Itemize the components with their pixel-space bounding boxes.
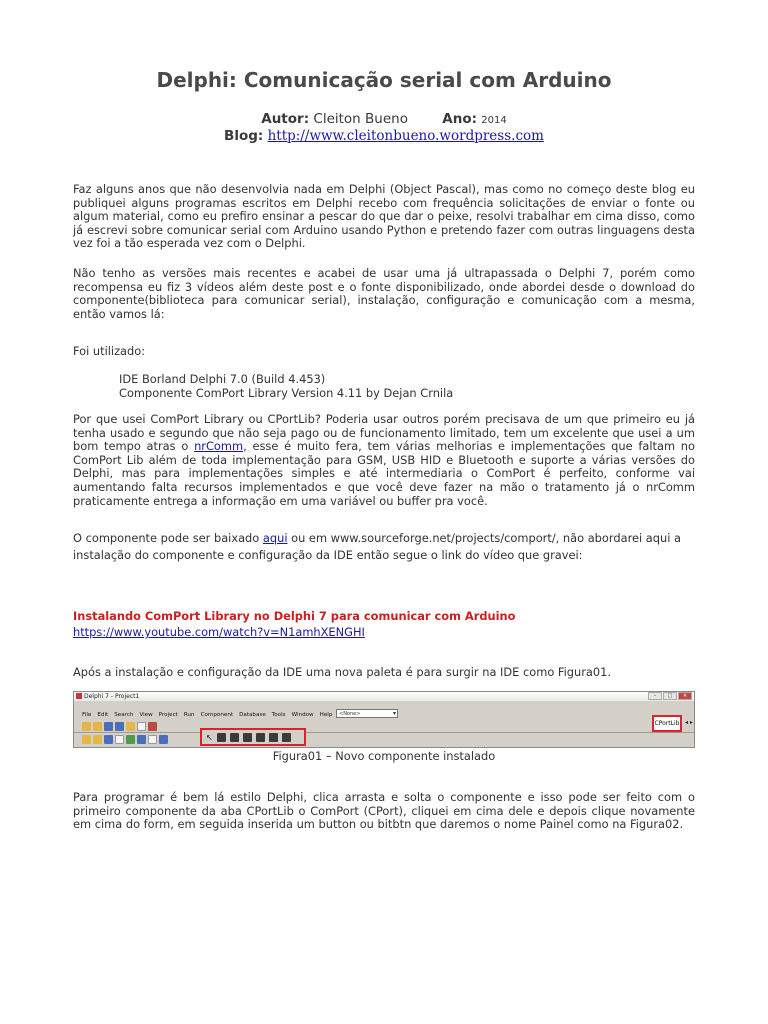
comport-icon [217, 733, 226, 742]
menu-database: Database [239, 712, 266, 718]
new-icon [82, 722, 91, 731]
paragraph-why-comport [73, 413, 695, 508]
comled-icon [269, 733, 278, 742]
video-title: Instalando ComPort Library no Delphi 7 para comunicar com Arduino [73, 609, 516, 623]
save-icon [104, 722, 113, 731]
comradiogroup-icon [256, 733, 265, 742]
author-line [0, 111, 768, 127]
toolbar-divider [74, 732, 694, 733]
menu-tools: Tools [271, 712, 286, 718]
ide-screenshot [73, 691, 695, 748]
video-link[interactable]: https://www.youtube.com/watch?v=N1amhXENGHI [73, 625, 365, 639]
ide-menu-bar [82, 710, 332, 720]
paragraph-used: Foi utilizado: [73, 344, 146, 358]
author-name: Cleiton Bueno [313, 111, 408, 127]
comdatapacket-icon [230, 733, 239, 742]
paragraph-programming: Para programar é bem lá estilo Delphi, clica arrasta e solta o componente e isso pode ser feito com o primeiro componente da aba CPortLib o ComPort (CPort), cliquei em cima dele e depois clique novamente em cima do form, em seguida inserida um button ou bitbtn que daremos o nome Painel como na Figura02. [73, 790, 695, 832]
list-item-component: Componente ComPort Library Version 4.11 by Dejan Crnila [119, 386, 454, 400]
menu-run: Run [183, 712, 195, 718]
comcombobox-icon [243, 733, 252, 742]
download-link[interactable]: aqui [262, 531, 288, 545]
open-project-icon [126, 722, 135, 731]
palette-scroll-icon: ◂ ▸ [685, 719, 693, 726]
paragraph-after-install: Após a instalação e configuração da IDE uma nova paleta é para surgir na IDE como Figura01. [73, 665, 612, 679]
open-icon [93, 722, 102, 731]
new-form-icon [115, 735, 124, 744]
p5-text-after: ou em www.sourceforge.net/projects/comport/, não abordarei aqui a instalação do componente e configuração da IDE então segue o link do vídeo que gravei: [73, 531, 681, 562]
blog-label: Blog: [224, 128, 264, 144]
p4-text-after: , esse é muito fera, tem várias melhorias e implementações que faltam no ComPort Lib além de toda implementação para GSM, USB HID e Bluetooth e suporte a várias versões do Delphi, mas para implementações simples e até intermediaria o ComPort é perfeito, conforme vai aumentando falta recursos implementados e que você deve fazer na mão o tratamento já o nrComm praticamente entrega a informação em uma variável ou buffer pra você. [73, 439, 695, 508]
menu-edit: Edit [97, 712, 109, 718]
menu-window: Window [291, 712, 314, 718]
author-label: Autor: [261, 111, 310, 127]
trace-icon [148, 735, 157, 744]
figure-caption: Figura01 – Novo componente instalado [272, 749, 496, 763]
paragraph-download [73, 530, 713, 564]
pause-icon [137, 735, 146, 744]
nrcomm-link[interactable]: nrComm [194, 439, 244, 454]
maximize-icon: □ [663, 692, 677, 700]
paragraph-intro: Faz alguns anos que não desenvolvia nada em Delphi (Object Pascal), mas como no começo deste blog eu publiquei alguns programas escritos em Delphi recebo com frequência solicitações de enviar o fonte ou algum material, como eu prefiro ensinar a pescar do que dar o peixe, resolvi trabalhar em cima disso, como já escrevi sobre comunicar serial com Arduino usando Python e pretendo fazer com outras linguagens desta vez foi a tão esperada vez com o Delphi. [73, 182, 695, 251]
add-file-icon [137, 722, 146, 731]
cportlib-tab-highlight: CPortLib [652, 715, 682, 732]
menu-search: Search [114, 712, 134, 718]
p5-text-before: O componente pode ser baixado [73, 531, 263, 545]
p4-text-before: Por que usei ComPort Library ou CPortLib? Poderia usar outros porém precisava de um que primeiro eu já tenha usado e segundo que não seja pago ou de funcionamento limitado, tem um excelente que usei a um bom tempo atras o [73, 412, 695, 454]
window-controls [648, 692, 692, 701]
view-form-icon [93, 735, 102, 744]
remove-file-icon [148, 722, 157, 731]
step-icon [159, 735, 168, 744]
ide-title-bar [74, 692, 694, 701]
component-combo: <None> ▾ [336, 709, 398, 718]
menu-component: Component [200, 712, 234, 718]
close-icon: ✕ [678, 692, 692, 700]
menu-project: Project [158, 712, 178, 718]
year-label: Ano: [442, 111, 477, 127]
ide-window-title: Delphi 7 - Project1 [84, 693, 140, 700]
paragraph-versions: Não tenho as versões mais recentes e acabei de usar uma já ultrapassada o Delphi 7, porém como recompensa eu fiz 3 vídeos além deste post e o fonte disponibilizado, onde abordei desde o download do componente(biblioteca para comunicar serial), instalação, configuração e comunicação com a mesma, então vamos lá: [73, 266, 695, 321]
comterminal-icon [282, 733, 291, 742]
cport-palette-highlight [200, 728, 306, 746]
year-value: 2014 [481, 115, 507, 126]
minimize-icon: – [648, 692, 662, 700]
menu-help: Help [319, 712, 333, 718]
document-title: Delphi: Comunicação serial com Arduino [156, 68, 612, 92]
menu-file: File [82, 712, 92, 718]
blog-link[interactable]: http://www.cleitonbueno.wordpress.com [267, 128, 544, 144]
blog-line [0, 128, 768, 144]
save-all-icon [115, 722, 124, 731]
menu-view: View [139, 712, 153, 718]
view-unit-icon [82, 735, 91, 744]
toolbar-row-1 [82, 722, 157, 731]
list-item-ide: IDE Borland Delphi 7.0 (Build 4.453) [119, 372, 326, 386]
pointer-arrow-icon: ↖ [206, 732, 213, 742]
delphi-app-icon [76, 693, 82, 699]
toggle-icon [104, 735, 113, 744]
toolbar-row-2 [82, 735, 168, 744]
run-icon [126, 735, 135, 744]
